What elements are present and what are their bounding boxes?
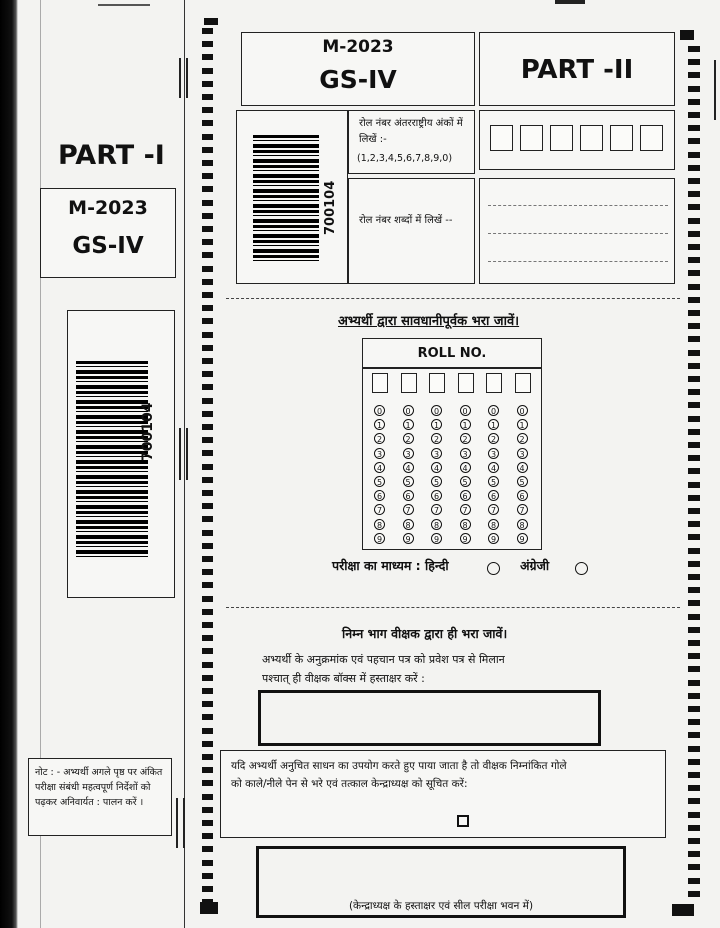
roll-no-bubble[interactable]: 5 — [517, 476, 528, 487]
roll-no-bubble[interactable]: 1 — [460, 419, 471, 430]
roll-no-bubble[interactable]: 1 — [403, 419, 414, 430]
roll-no-write-square[interactable] — [515, 373, 531, 393]
timing-mark — [688, 534, 700, 540]
roll-no-bubble[interactable]: 6 — [460, 490, 471, 501]
roll-words-line-3 — [488, 261, 668, 262]
roll-no-bubble[interactable]: 7 — [431, 504, 442, 515]
timing-mark — [202, 873, 213, 879]
invigilator-instruction-2: पश्चात् ही वीक्षक बॉक्स में हस्ताक्षर करें : — [262, 672, 425, 685]
timing-mark — [202, 424, 213, 430]
superintendent-box[interactable] — [256, 846, 626, 918]
roll-digit-square[interactable] — [640, 125, 663, 151]
sep-ticks-2 — [179, 428, 188, 480]
roll-no-title: ROLL NO. — [417, 346, 487, 361]
roll-no-bubble[interactable]: 1 — [517, 419, 528, 430]
roll-no-bubble[interactable]: 9 — [403, 533, 414, 544]
timing-mark — [202, 345, 213, 351]
timing-mark — [688, 231, 700, 237]
part1-barcode-box — [67, 310, 175, 598]
roll-no-bubble[interactable]: 3 — [517, 448, 528, 459]
roll-no-bubble[interactable]: 6 — [403, 490, 414, 501]
medium-hindi-bubble[interactable] — [487, 562, 500, 575]
medium-label: परीक्षा का माध्यम : हिन्दी — [332, 558, 449, 573]
roll-no-bubble[interactable]: 7 — [403, 504, 414, 515]
timing-mark — [202, 701, 213, 707]
timing-mark — [202, 807, 213, 813]
timing-mark — [688, 759, 700, 765]
timing-mark — [202, 41, 213, 47]
roll-no-bubble[interactable]: 5 — [374, 476, 385, 487]
timing-mark — [688, 191, 700, 197]
timing-mark — [688, 429, 700, 435]
timing-mark — [202, 120, 213, 126]
roll-no-write-square[interactable] — [372, 373, 388, 393]
timing-mark — [202, 516, 213, 522]
part1-barcode-number: 700104 — [140, 402, 156, 461]
timing-mark — [688, 825, 700, 831]
roll-no-bubble[interactable]: 6 — [488, 490, 499, 501]
careful-fill-heading: अभ्यर्थी द्वारा सावधानीपूर्वक भरा जावें। — [338, 314, 520, 329]
roll-digit-square[interactable] — [580, 125, 603, 151]
unfair-means-line-2: को काले/नीले पेन से भरे एवं तत्काल केन्द्राध्यक्ष को सूचित करें: — [231, 778, 468, 790]
timing-mark — [688, 204, 700, 210]
part2-exam-box — [241, 32, 475, 106]
timing-mark — [688, 125, 700, 131]
timing-mark — [202, 886, 213, 892]
timing-mark — [688, 244, 700, 250]
roll-no-bubble[interactable]: 7 — [517, 504, 528, 515]
timing-mark — [688, 680, 700, 686]
timing-mark — [688, 72, 700, 78]
timing-mark — [202, 305, 213, 311]
timing-mark — [688, 152, 700, 158]
timing-mark — [202, 648, 213, 654]
timing-mark — [688, 389, 700, 395]
corner-mark-tr — [680, 30, 694, 40]
corner-mark-tl — [204, 18, 218, 25]
roll-no-bubble[interactable]: 4 — [488, 462, 499, 473]
timing-mark — [202, 569, 213, 575]
roll-no-bubble[interactable]: 3 — [431, 448, 442, 459]
timing-mark — [202, 160, 213, 166]
roll-no-bubble[interactable]: 3 — [488, 448, 499, 459]
timing-mark — [202, 252, 213, 258]
timing-mark — [688, 350, 700, 356]
roll-no-bubble[interactable]: 0 — [431, 405, 442, 416]
roll-no-title-rule — [363, 367, 541, 369]
timing-mark — [688, 363, 700, 369]
timing-mark — [688, 112, 700, 118]
timing-mark — [202, 556, 213, 562]
part2-barcode-number: 700104 — [323, 180, 338, 235]
timing-mark — [202, 450, 213, 456]
timing-mark — [202, 794, 213, 800]
part1-label: PART -I — [58, 140, 165, 171]
part2-exam-code: M-2023 — [322, 37, 394, 57]
timing-mark — [202, 81, 213, 87]
medium-english-bubble[interactable] — [575, 562, 588, 575]
timing-mark — [688, 218, 700, 224]
timing-mark — [202, 530, 213, 536]
timing-mark — [688, 297, 700, 303]
timing-mark — [202, 147, 213, 153]
roll-no-bubble[interactable]: 6 — [431, 490, 442, 501]
roll-no-bubble[interactable]: 4 — [460, 462, 471, 473]
timing-mark — [688, 785, 700, 791]
timing-mark — [688, 548, 700, 554]
roll-no-bubble[interactable]: 1 — [488, 419, 499, 430]
roll-no-bubble[interactable]: 2 — [517, 433, 528, 444]
roll-no-bubble[interactable]: 6 — [517, 490, 528, 501]
timing-mark — [688, 851, 700, 857]
timing-mark — [688, 521, 700, 527]
timing-mark — [202, 754, 213, 760]
timing-mark — [688, 838, 700, 844]
roll-no-write-square[interactable] — [486, 373, 502, 393]
roll-no-bubble[interactable]: 5 — [460, 476, 471, 487]
roll-words-line-2 — [488, 233, 668, 234]
roll-no-bubble[interactable]: 2 — [460, 433, 471, 444]
roll-words-label-box — [348, 178, 475, 284]
timing-mark — [688, 455, 700, 461]
invigilator-heading: निम्न भाग वीक्षक द्वारा ही भरा जावें। — [342, 626, 508, 641]
timing-mark — [688, 666, 700, 672]
timing-mark — [202, 741, 213, 747]
timing-mark — [202, 398, 213, 404]
roll-no-bubble[interactable]: 2 — [488, 433, 499, 444]
timing-mark — [202, 239, 213, 245]
timing-mark — [202, 200, 213, 206]
timing-mark — [202, 582, 213, 588]
roll-no-bubble[interactable]: 3 — [374, 448, 385, 459]
roll-no-write-square[interactable] — [429, 373, 445, 393]
timing-mark — [688, 864, 700, 870]
timing-mark — [202, 68, 213, 74]
part1-paper: GS-IV — [72, 233, 144, 259]
timing-mark — [688, 878, 700, 884]
divider-2 — [226, 607, 680, 608]
timing-mark — [202, 846, 213, 852]
roll-no-bubble[interactable]: 5 — [403, 476, 414, 487]
timing-mark — [688, 376, 700, 382]
timing-mark — [688, 46, 700, 52]
roll-no-bubble[interactable]: 9 — [374, 533, 385, 544]
sep-ticks-1 — [179, 58, 188, 98]
roll-words-entry-box[interactable] — [479, 178, 675, 284]
timing-mark — [202, 358, 213, 364]
timing-mark — [202, 490, 213, 496]
timing-mark — [202, 266, 213, 272]
timing-mark — [202, 134, 213, 140]
roll-no-bubble[interactable]: 2 — [403, 433, 414, 444]
roll-no-bubble[interactable]: 0 — [403, 405, 414, 416]
roll-no-bubble[interactable]: 0 — [460, 405, 471, 416]
timing-mark — [202, 292, 213, 298]
timing-mark — [688, 653, 700, 659]
timing-mark — [688, 310, 700, 316]
timing-mark — [688, 508, 700, 514]
unfair-means-box — [220, 750, 666, 838]
timing-mark — [202, 780, 213, 786]
right-edge-ticks — [714, 60, 719, 120]
timing-mark — [202, 371, 213, 377]
medium-english-label: अंग्रेजी — [520, 558, 550, 573]
roll-no-bubble[interactable]: 4 — [374, 462, 385, 473]
roll-no-bubble[interactable]: 2 — [374, 433, 385, 444]
part2-barcode — [253, 135, 319, 263]
timing-mark — [202, 714, 213, 720]
timing-mark — [202, 728, 213, 734]
roll-no-bubble[interactable]: 8 — [460, 519, 471, 530]
roll-no-bubble[interactable]: 6 — [374, 490, 385, 501]
timing-mark — [688, 693, 700, 699]
roll-no-bubble[interactable]: 8 — [517, 519, 528, 530]
timing-mark — [202, 635, 213, 641]
unfair-means-bubble[interactable] — [457, 815, 469, 827]
timing-mark — [202, 477, 213, 483]
part1-note: नोट : - अभ्यर्थी अगले पृष्ठ पर अंकित परीक्षा संबंधी महत्वपूर्ण निर्देशों को पढ़कर अनिवार्यत : पालन करें । — [35, 767, 163, 808]
timing-mark — [202, 833, 213, 839]
timing-mark — [202, 437, 213, 443]
timing-mark — [688, 627, 700, 633]
roll-no-bubble[interactable]: 9 — [488, 533, 499, 544]
timing-mark — [688, 706, 700, 712]
part1-note-box — [28, 758, 172, 836]
timing-mark — [688, 99, 700, 105]
timing-mark — [688, 772, 700, 778]
roll-no-bubble[interactable]: 8 — [374, 519, 385, 530]
roll-no-bubble[interactable]: 3 — [403, 448, 414, 459]
timing-mark — [688, 257, 700, 263]
timing-mark — [688, 746, 700, 752]
roll-no-write-square[interactable] — [458, 373, 474, 393]
timing-mark — [202, 226, 213, 232]
roll-no-write-square[interactable] — [401, 373, 417, 393]
roll-no-bubble[interactable]: 4 — [403, 462, 414, 473]
roll-no-bubble[interactable]: 4 — [517, 462, 528, 473]
timing-mark — [202, 596, 213, 602]
part2-label-box — [479, 32, 675, 106]
timing-mark — [688, 86, 700, 92]
timing-mark — [202, 107, 213, 113]
roll-no-bubble[interactable]: 9 — [460, 533, 471, 544]
part1-barcode — [76, 361, 148, 557]
timing-mark — [202, 318, 213, 324]
timing-mark — [688, 600, 700, 606]
timing-mark — [202, 411, 213, 417]
timing-mark — [202, 54, 213, 60]
roll-no-bubble[interactable]: 7 — [488, 504, 499, 515]
timing-mark — [202, 688, 213, 694]
roll-no-bubble[interactable]: 4 — [431, 462, 442, 473]
roll-no-bubble[interactable]: 0 — [517, 405, 528, 416]
divider-1 — [226, 298, 680, 299]
superintendent-caption: (केन्द्राध्यक्ष के हस्ताक्षर एवं सील परीक्षा भवन में) — [348, 900, 534, 912]
timing-mark — [688, 270, 700, 276]
timing-mark — [688, 482, 700, 488]
timing-mark — [688, 587, 700, 593]
timing-mark — [688, 561, 700, 567]
timing-mark — [688, 138, 700, 144]
timing-mark — [688, 402, 700, 408]
roll-no-bubble[interactable]: 0 — [488, 405, 499, 416]
roll-no-bubble[interactable]: 7 — [460, 504, 471, 515]
timing-mark — [202, 213, 213, 219]
timing-mark — [202, 820, 213, 826]
timing-mark — [688, 891, 700, 897]
roll-digits-label: रोल नंबर अंतरराष्ट्रीय अंकों में लिखें :- — [359, 118, 463, 145]
timing-mark — [688, 284, 700, 290]
top-mark-left — [98, 0, 150, 6]
scan-edge-left — [0, 0, 18, 928]
timing-mark — [688, 719, 700, 725]
timing-mark — [202, 675, 213, 681]
timing-mark — [688, 495, 700, 501]
roll-no-bubble[interactable]: 0 — [374, 405, 385, 416]
invigilator-instruction-1: अभ्यर्थी के अनुक्रमांक एवं पहचान पत्र को प्रवेश पत्र से मिलान — [262, 653, 505, 666]
roll-no-bubble[interactable]: 2 — [431, 433, 442, 444]
timing-mark — [688, 323, 700, 329]
timing-mark — [688, 798, 700, 804]
timing-mark — [688, 442, 700, 448]
timing-mark — [202, 173, 213, 179]
roll-words-label: रोल नंबर शब्दों में लिखें -- — [359, 215, 453, 226]
timing-mark — [688, 640, 700, 646]
roll-digit-square[interactable] — [520, 125, 543, 151]
roll-no-bubble[interactable]: 5 — [431, 476, 442, 487]
roll-digit-square[interactable] — [490, 125, 513, 151]
timing-mark — [202, 186, 213, 192]
timing-mark — [688, 165, 700, 171]
roll-digits-entry-box[interactable] — [479, 110, 675, 170]
part2-paper: GS-IV — [319, 65, 397, 94]
roll-no-bubble[interactable]: 8 — [488, 519, 499, 530]
part2-label: PART -II — [520, 55, 634, 85]
timing-mark — [688, 178, 700, 184]
timing-mark — [202, 543, 213, 549]
timing-mark — [202, 503, 213, 509]
timing-mark — [202, 622, 213, 628]
timing-mark — [202, 609, 213, 615]
roll-no-bubble[interactable]: 8 — [403, 519, 414, 530]
roll-no-bubble[interactable]: 8 — [431, 519, 442, 530]
corner-mark-br — [672, 904, 694, 916]
roll-words-line-1 — [488, 205, 668, 206]
part1-exam-code: M-2023 — [68, 197, 148, 219]
timing-mark — [202, 94, 213, 100]
invigilator-signature-box[interactable] — [258, 690, 601, 746]
timing-mark — [202, 384, 213, 390]
roll-no-bubble[interactable]: 9 — [431, 533, 442, 544]
timing-mark — [688, 468, 700, 474]
part1-exam-box — [40, 188, 176, 278]
part2-barcode-box — [236, 110, 348, 284]
roll-no-grid — [362, 338, 542, 550]
roll-digit-square[interactable] — [610, 125, 633, 151]
timing-mark — [202, 860, 213, 866]
timing-mark — [202, 332, 213, 338]
sep-ticks-3 — [176, 798, 185, 848]
timing-mark — [688, 59, 700, 65]
roll-no-bubble[interactable]: 3 — [460, 448, 471, 459]
roll-no-bubble[interactable]: 1 — [431, 419, 442, 430]
unfair-means-line-1: यदि अभ्यर्थी अनुचित साधन का उपयोग करते हुए पाया जाता है तो वीक्षक निम्नांकित गोले — [231, 760, 567, 772]
timing-mark — [688, 336, 700, 342]
roll-no-bubble[interactable]: 5 — [488, 476, 499, 487]
timing-mark — [688, 614, 700, 620]
timing-mark — [202, 28, 213, 34]
roll-no-bubble[interactable]: 9 — [517, 533, 528, 544]
timing-mark — [202, 662, 213, 668]
corner-mark-bl — [200, 902, 218, 914]
timing-mark — [688, 416, 700, 422]
roll-no-bubble[interactable]: 1 — [374, 419, 385, 430]
timing-mark — [688, 574, 700, 580]
timing-mark — [688, 732, 700, 738]
roll-digits-label-box — [348, 110, 475, 174]
roll-digit-square[interactable] — [550, 125, 573, 151]
timing-mark — [202, 767, 213, 773]
timing-mark — [688, 812, 700, 818]
timing-mark — [202, 464, 213, 470]
timing-mark — [202, 279, 213, 285]
roll-digits-hint: (1,2,3,4,5,6,7,8,9,0) — [357, 153, 453, 164]
roll-no-bubble[interactable]: 7 — [374, 504, 385, 515]
top-mark-right — [555, 0, 585, 4]
